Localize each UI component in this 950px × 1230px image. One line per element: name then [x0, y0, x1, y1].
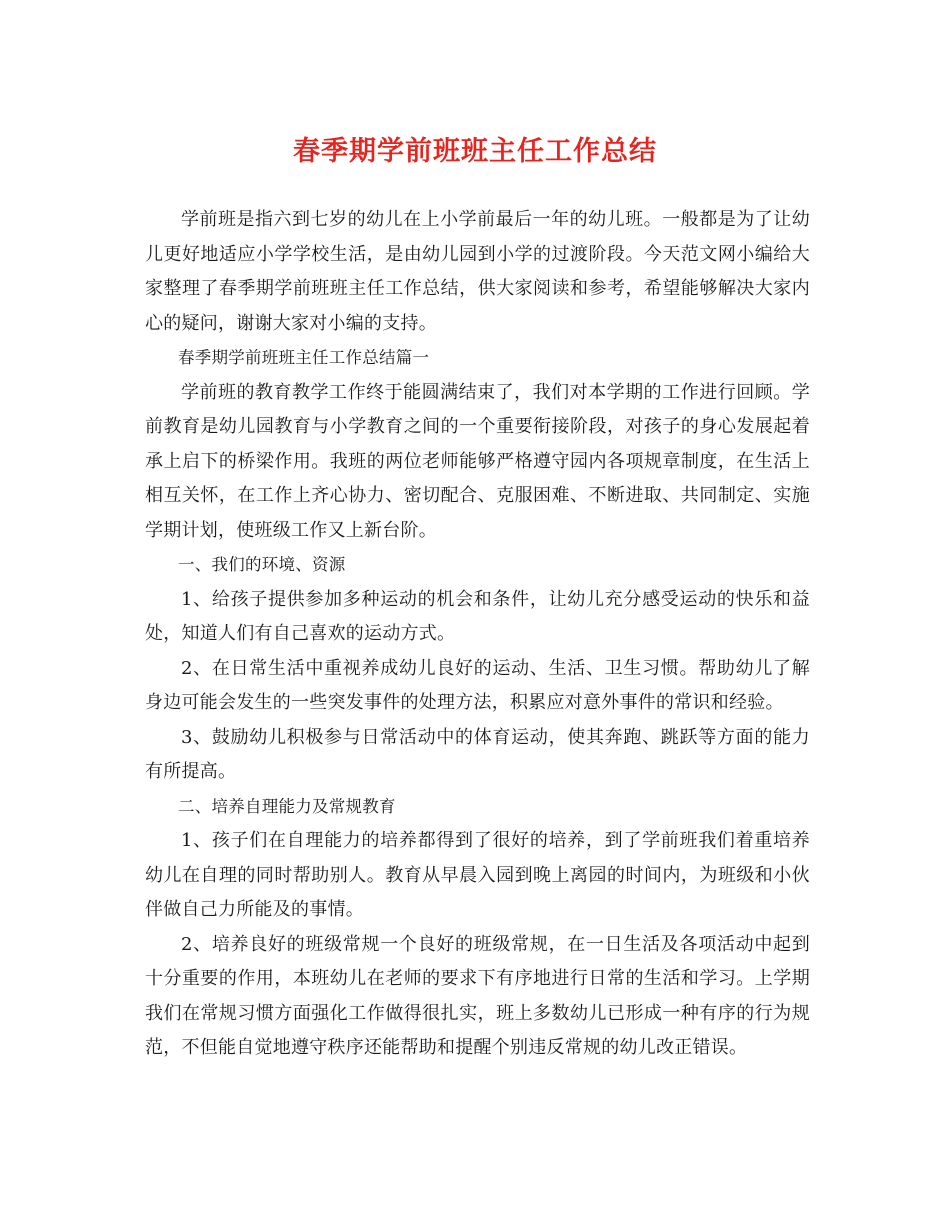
environment-item-2: 2、在日常生活中重视养成幼儿良好的运动、生活、卫生习惯。帮助幼儿了解身边可能会发生的一些突发事件的处理方法，积累应对意外事件的常识和经验。 — [145, 657, 810, 713]
environment-item-3: 3、鼓励幼儿积极参与日常活动中的体育运动，使其奔跑、跳跃等方面的能力有所提高。 — [145, 726, 810, 782]
self-care-item-1: 1、孩子们在自理能力的培养都得到了很好的培养，到了学前班我们着重培养幼儿在自理的同时帮助别人。教育从早晨入园到晚上离园的时间内，为班级和小伙伴做自己力所能及的事情。 — [145, 830, 810, 920]
intro-paragraph: 学前班是指六到七岁的幼儿在上小学前最后一年的幼儿班。一般都是为了让幼儿更好地适应小学学校生活，是由幼儿园到小学的过渡阶段。今天范文网小编给大家整理了春季期学前班班主任工作总结，供大家阅读和参考，希望能够解决大家内心的疑问，谢谢大家对小编的支持。 — [145, 209, 810, 334]
document-body — [145, 203, 810, 1066]
section-heading-article-one: 春季期学前班班主任工作总结篇一 — [178, 348, 430, 367]
document-title: 春季期学前班班主任工作总结 — [293, 136, 657, 167]
self-care-item-2: 2、培养良好的班级常规一个良好的班级常规，在一日生活及各项活动中起到十分重要的作用，本班幼儿在老师的要求下有序地进行日常的生活和学习。上学期我们在常规习惯方面强化工作做得很扎实，班上多数幼儿已形成一种有序的行为规范，不但能自觉地遵守秩序还能帮助和提醒个别违反常规的幼儿改正错误。 — [145, 933, 810, 1058]
section-heading-environment: 一、我们的环境、资源 — [178, 555, 346, 574]
summary-paragraph: 学前班的教育教学工作终于能圆满结束了，我们对本学期的工作进行回顾。学前教育是幼儿园教育与小学教育之间的一个重要衔接阶段，对孩子的身心发展起着承上启下的桥梁作用。我班的两位老师能够严格遵守园内各项规章制度，在生活上相互关怀，在工作上齐心协力、密切配合、克服困难、不断进取、共同制定、实施学期计划，使班级工作又上新台阶。 — [145, 381, 810, 541]
section-heading-self-care: 二、培养自理能力及常规教育 — [178, 796, 396, 816]
environment-item-1: 1、给孩子提供参加多种运动的机会和条件，让幼儿充分感受运动的快乐和益处，知道人们有自己喜欢的运动方式。 — [145, 588, 810, 644]
